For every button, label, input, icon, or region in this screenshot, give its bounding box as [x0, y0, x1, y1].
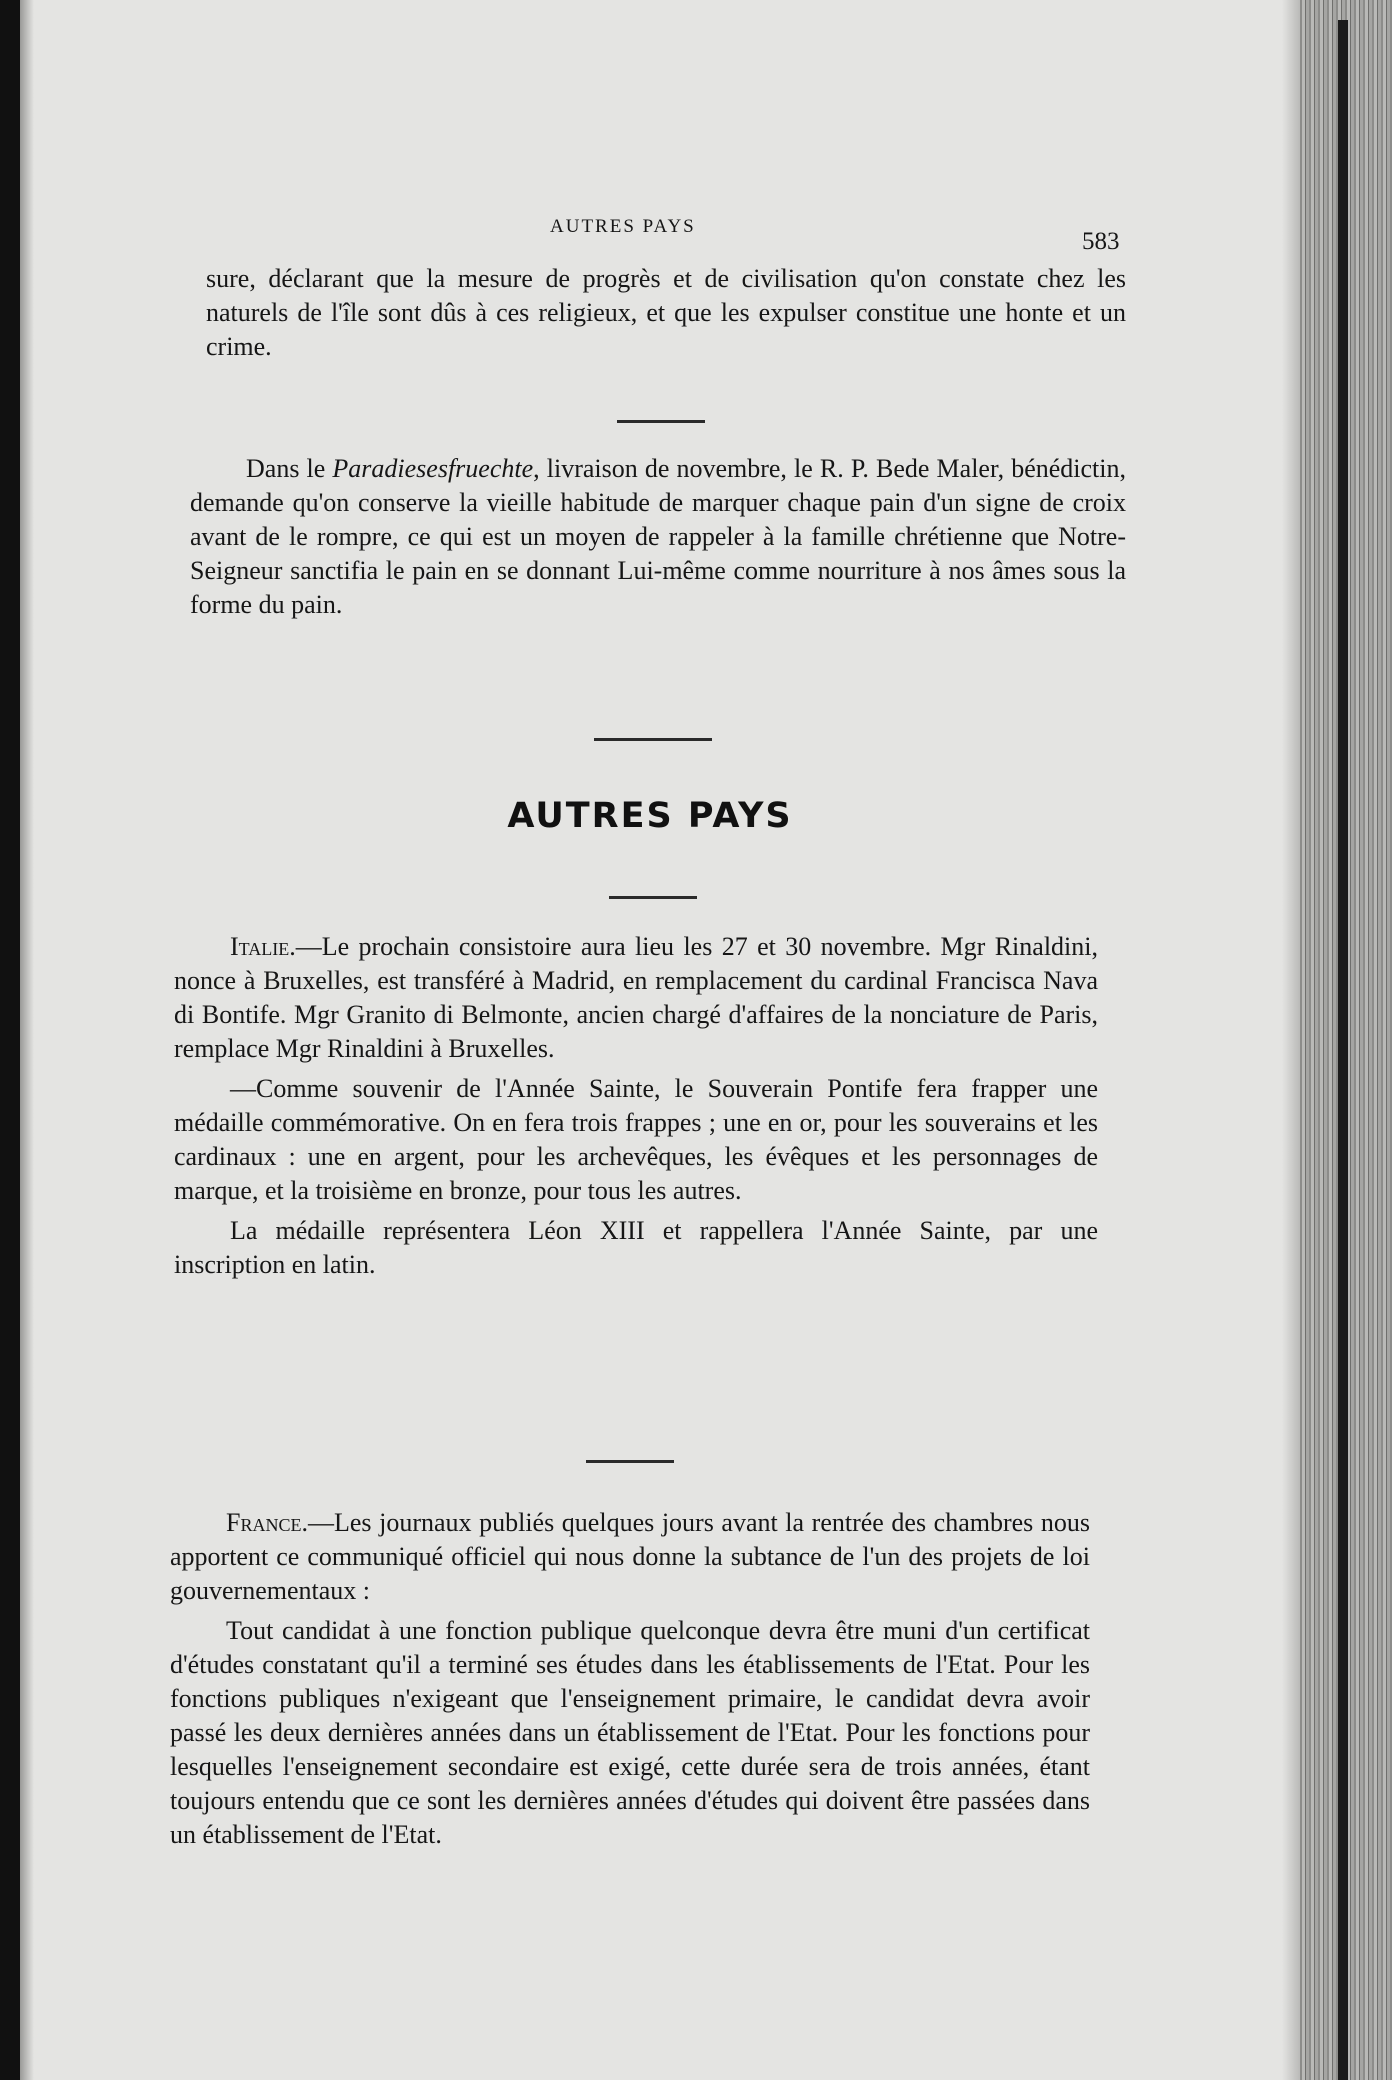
france-paragraph-1 [170, 1506, 1090, 1608]
paragraph [190, 452, 1126, 622]
france-section [170, 1506, 1090, 1852]
separator-rule [586, 1460, 674, 1463]
paragraph-text: —Le prochain consistoire aura lieu les 27 et 30 novembre. Mgr Rinaldini, nonce à Bruxelles, est transféré à Madrid, en remplacement du cardinal Francisca Nava di Bontife. Mgr Granito di Belmonte, ancien chargé d'affaires de la nonciature de Paris, remplace Mgr Rinaldini à Bruxelles. [174, 932, 1098, 1063]
country-label: France. [226, 1508, 308, 1537]
continued-paragraph [206, 262, 1126, 364]
section-heading: AUTRES PAYS [507, 796, 793, 836]
page-number: 583 [1082, 228, 1120, 255]
paragraph-text: —Les journaux publiés quelques jours avant la rentrée des chambres nous apportent ce communiqué officiel qui nous donne la subtance de l'un des projets de loi gouvernementaux : [170, 1508, 1090, 1605]
heading-separator-rule [609, 896, 697, 899]
running-title: AUTRES PAYS [550, 216, 696, 237]
italie-section [174, 930, 1098, 1282]
france-paragraph-2: Tout candidat à une fonction publique quelconque devra être muni d'un certificat d'études constatant qu'il a terminé ses études dans les établissements de l'Etat. Pour les fonctions publiques n'exigeant que l'enseignement primaire, le candidat devra avoir passé les deux dernières années dans un établissement de l'Etat. Pour les fonctions pour lesquelles l'enseignement secondaire est exigé, cette durée sera de trois années, étant toujours entendu que ce sont les dernières années d'études qui doivent être passées dans un établissement de l'Etat. [170, 1616, 1090, 1849]
italie-paragraph-3: La médaille représentera Léon XIII et rappellera l'Année Sainte, par une inscription en latin. [174, 1216, 1098, 1279]
italie-paragraph-2: —Comme souvenir de l'Année Sainte, le Souverain Pontife fera frapper une médaille commémorative. On en fera trois frappes ; une en or, pour les souverains et les cardinaux : une en argent, pour les archevêques, les évêques et les personnages de marque, et la troisième en bronze, pour tous les autres. [174, 1074, 1098, 1205]
publication-title: Paradiesesfruechte [332, 454, 534, 483]
paradiesesfruechte-paragraph [190, 452, 1126, 622]
paragraph-text: sure, déclarant que la mesure de progrès et de civilisation qu'on constate chez les naturels de l'île sont dûs à ces religieux, et que les expulser constitue une honte et un crime. [206, 264, 1126, 361]
separator-rule [617, 420, 705, 423]
paragraph-text: , livraison de novembre, le R. P. Bede Maler, bénédictin, demande qu'on conserve la vieille habitude de marquer chaque pain d'un signe de croix avant de le rompre, ce qui est un moyen de rappeler à la famille chrétienne que Notre-Seigneur sanctifia le pain en se donnant Lui-même comme nourriture à nos âmes sous la forme du pain. [190, 454, 1126, 619]
section-separator-rule [594, 738, 712, 741]
country-label: Italie. [230, 932, 296, 961]
paragraph-lead: Dans le [246, 454, 333, 483]
italie-paragraph-1 [174, 930, 1098, 1066]
book-spine-shadow [1338, 20, 1348, 2080]
